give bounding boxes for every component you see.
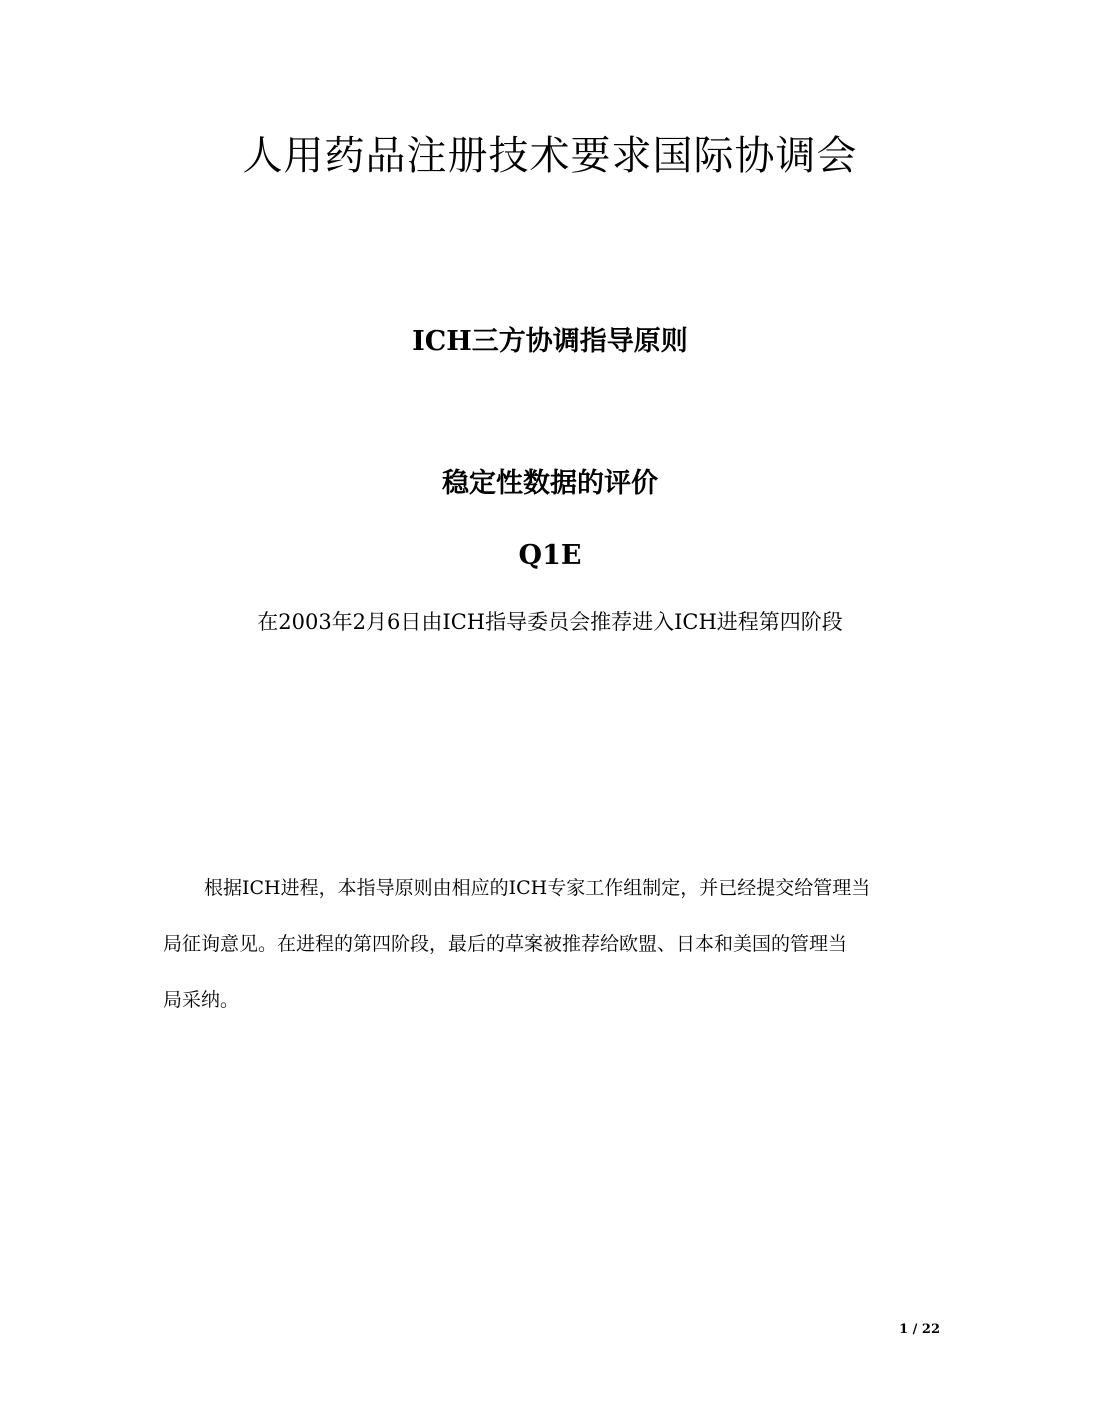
document-code: Q1E (518, 540, 582, 571)
body-line: 局采纳。 (163, 989, 240, 1011)
body-line: 根据ICH进程，本指导原则由相应的ICH专家工作组制定，并已经提交给管理当 (204, 877, 871, 899)
guideline-type: ICH三方协调指导原则 (412, 326, 688, 357)
page-number: 1 / 22 (899, 1322, 940, 1337)
body-line: 局征询意见。在进程的第四阶段，最后的草案被推荐给欧盟、日本和美国的管理当 (163, 933, 848, 955)
document-title: 稳定性数据的评价 (442, 468, 658, 499)
main-title: 人用药品注册技术要求国际协调会 (242, 133, 858, 179)
status-line: 在2003年2月6日由ICH指导委员会推荐进入ICH进程第四阶段 (257, 610, 843, 634)
body-paragraph (163, 860, 939, 1028)
